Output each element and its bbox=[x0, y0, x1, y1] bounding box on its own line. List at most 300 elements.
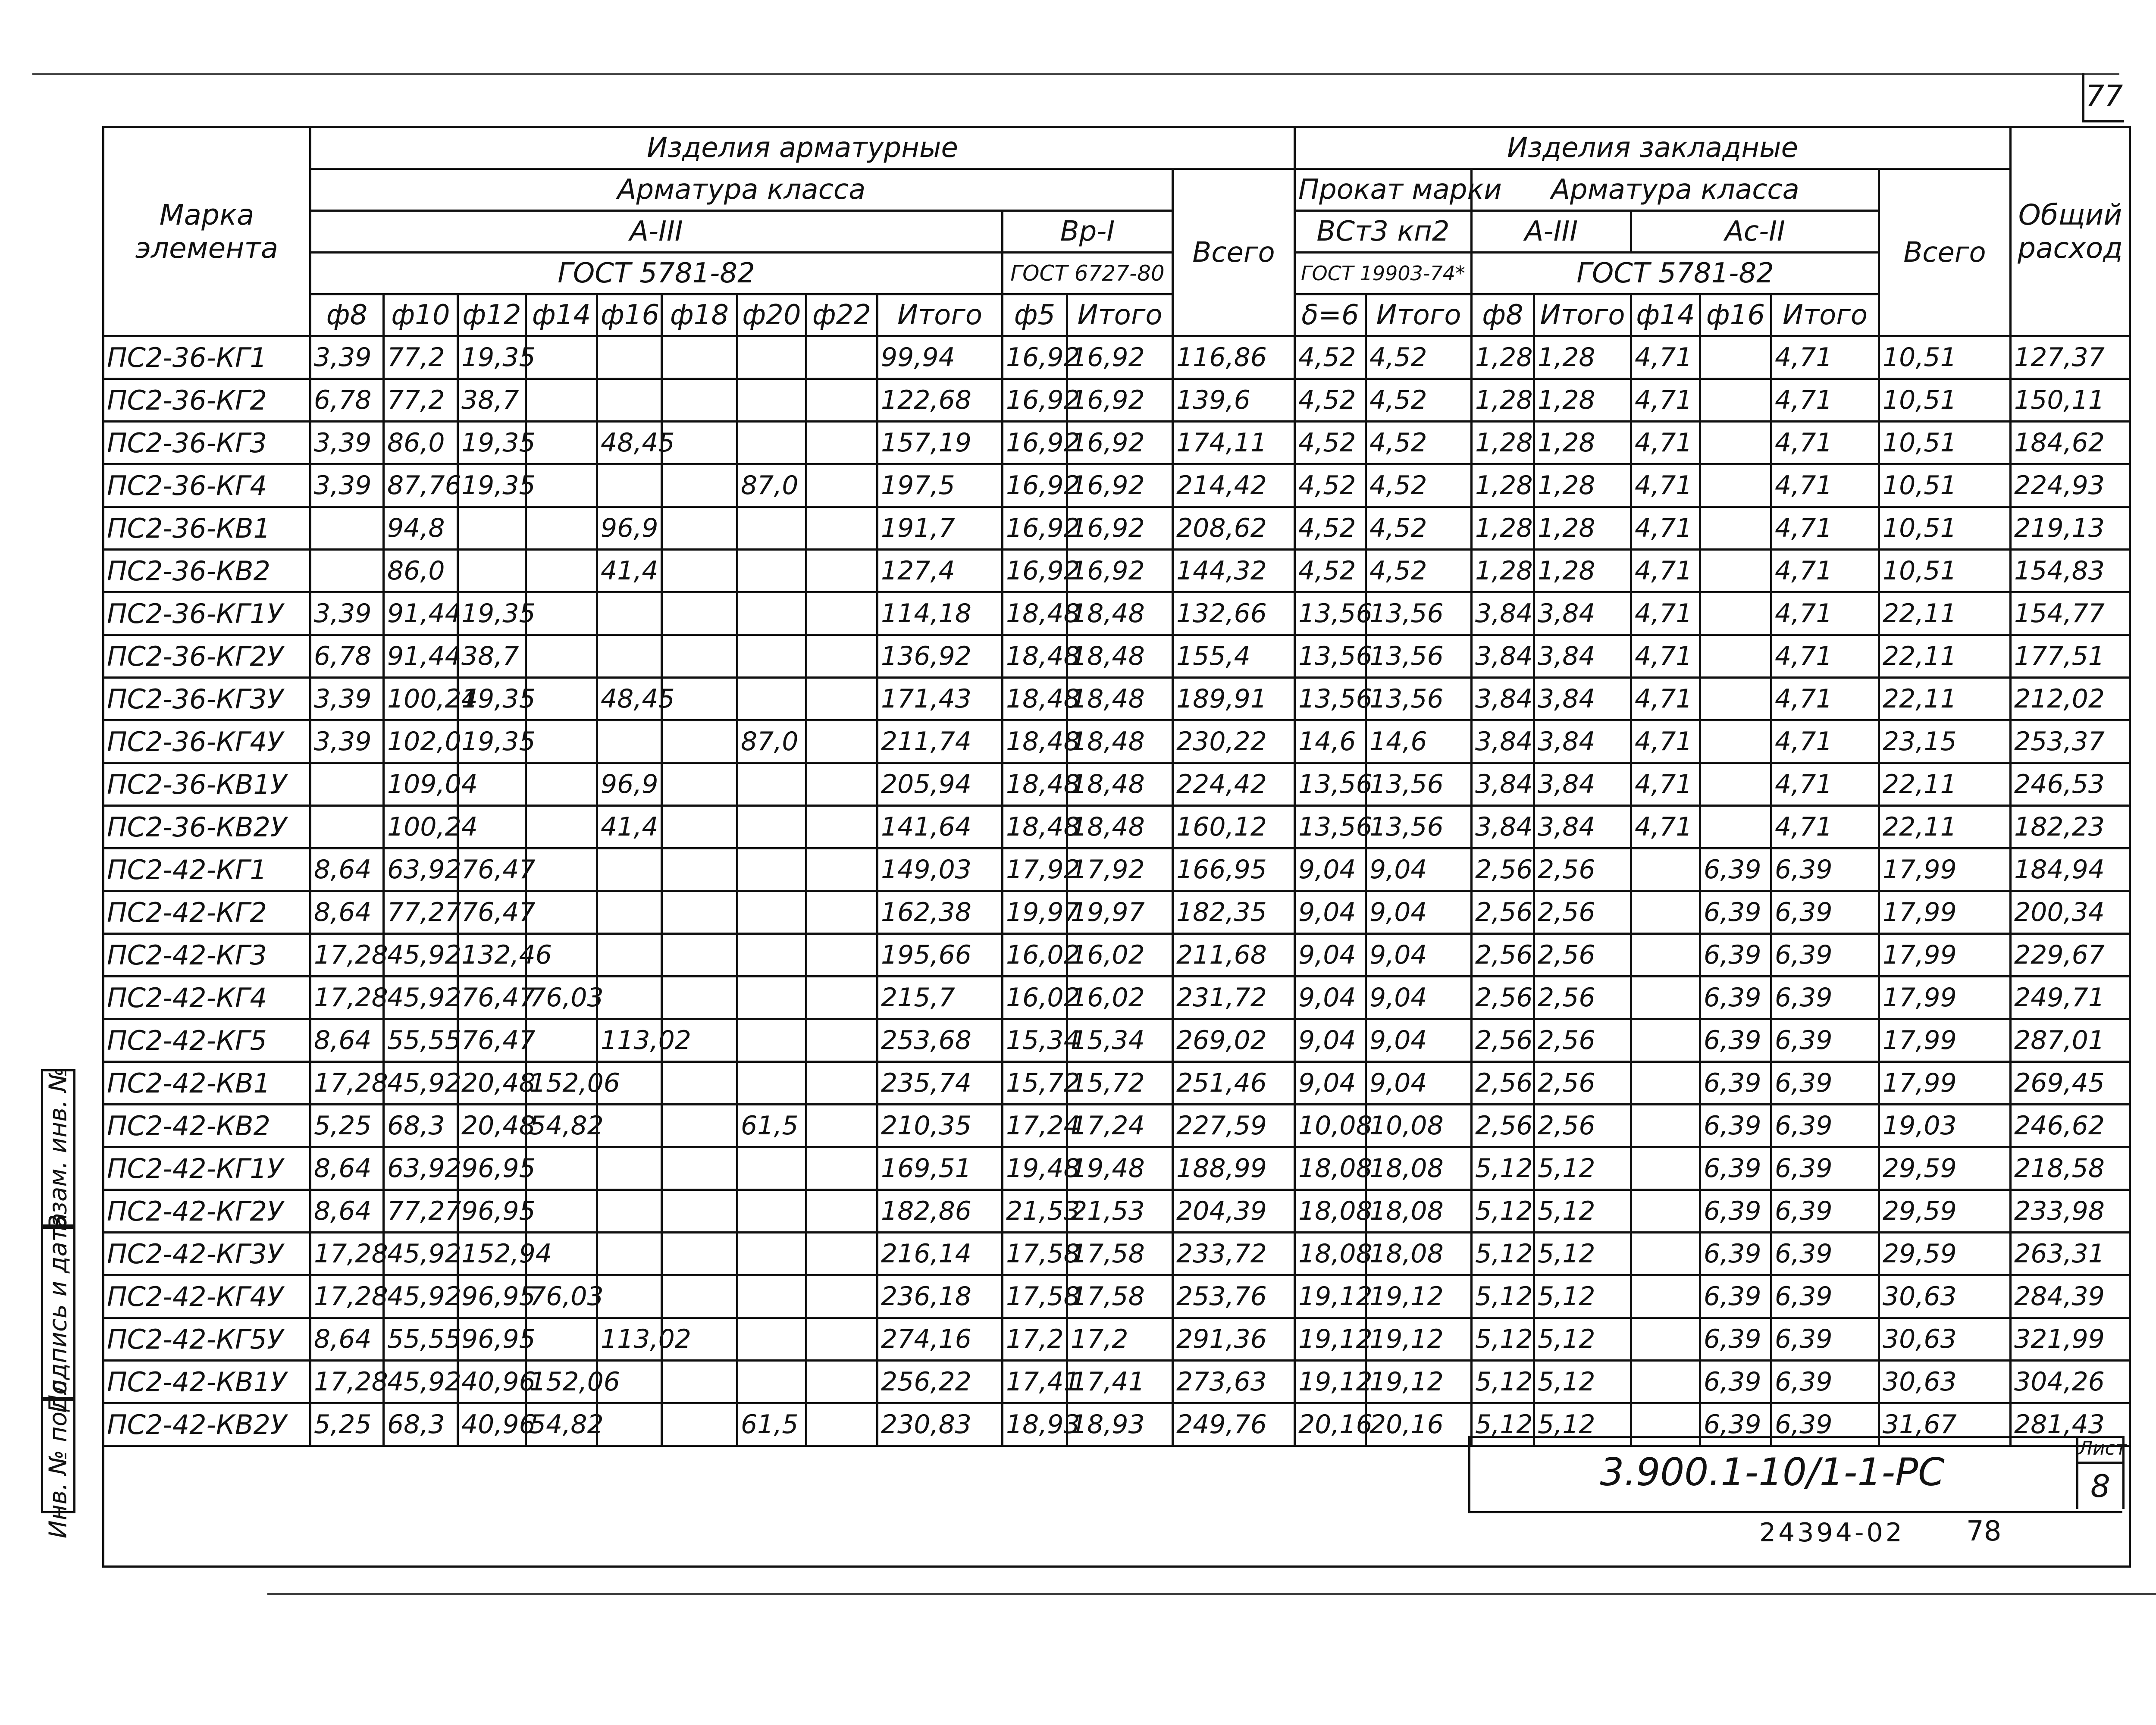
value-cell: 76,47 bbox=[458, 1019, 526, 1062]
value-cell: 45,92 bbox=[384, 1062, 458, 1105]
value-cell bbox=[662, 1105, 737, 1147]
value-cell bbox=[1700, 592, 1771, 635]
value-cell: 214,42 bbox=[1173, 464, 1295, 507]
table-row bbox=[103, 550, 2130, 592]
value-cell: 76,47 bbox=[458, 848, 526, 891]
value-cell: 19,12 bbox=[1295, 1361, 1366, 1403]
value-cell: 6,39 bbox=[1771, 1361, 1879, 1403]
value-cell: 68,3 bbox=[384, 1403, 458, 1446]
value-cell: 45,92 bbox=[384, 977, 458, 1019]
value-cell: 2,56 bbox=[1472, 1019, 1534, 1062]
value-cell: 15,72 bbox=[1003, 1062, 1067, 1105]
value-cell: 160,12 bbox=[1173, 806, 1295, 848]
value-cell: 6,39 bbox=[1771, 1190, 1879, 1233]
value-cell bbox=[1631, 1233, 1700, 1275]
value-cell: 253,37 bbox=[2011, 720, 2130, 763]
element-mark-cell: ПС2-42-КВ1У bbox=[103, 1361, 310, 1403]
col-header: δ=6 bbox=[1295, 294, 1366, 336]
value-cell: 18,08 bbox=[1295, 1147, 1366, 1190]
value-cell: 41,4 bbox=[597, 806, 662, 848]
value-cell: 154,77 bbox=[2011, 592, 2130, 635]
value-cell: 61,5 bbox=[737, 1105, 806, 1147]
value-cell: 40,96 bbox=[458, 1403, 526, 1446]
value-cell bbox=[737, 678, 806, 720]
value-cell: 10,51 bbox=[1879, 550, 2011, 592]
element-mark-cell: ПС2-36-КГ4У bbox=[103, 720, 310, 763]
value-cell bbox=[310, 763, 384, 806]
table-row bbox=[103, 1062, 2130, 1105]
value-cell: 16,92 bbox=[1067, 550, 1173, 592]
table-row bbox=[103, 379, 2130, 422]
value-cell bbox=[597, 977, 662, 1019]
value-cell bbox=[526, 1318, 597, 1361]
value-cell: 19,12 bbox=[1295, 1318, 1366, 1361]
value-cell: 155,4 bbox=[1173, 635, 1295, 678]
value-cell: 17,99 bbox=[1879, 1019, 2011, 1062]
value-cell: 48,45 bbox=[597, 422, 662, 464]
value-cell: 230,83 bbox=[877, 1403, 1003, 1446]
element-mark-cell: ПС2-42-КГ2 bbox=[103, 891, 310, 934]
value-cell bbox=[662, 1403, 737, 1446]
value-cell: 76,47 bbox=[458, 977, 526, 1019]
document-code: 3.900.1-10/1-1-РС bbox=[1600, 1450, 1945, 1494]
value-cell: 17,58 bbox=[1067, 1275, 1173, 1318]
value-cell bbox=[1700, 635, 1771, 678]
value-cell bbox=[806, 379, 877, 422]
value-cell bbox=[597, 379, 662, 422]
value-cell: 9,04 bbox=[1295, 891, 1366, 934]
value-cell bbox=[806, 1233, 877, 1275]
value-cell: 13,56 bbox=[1295, 763, 1366, 806]
value-cell: 91,44 bbox=[384, 592, 458, 635]
value-cell: 20,48 bbox=[458, 1105, 526, 1147]
value-cell: 5,25 bbox=[310, 1403, 384, 1446]
table-row bbox=[103, 422, 2130, 464]
value-cell: 114,18 bbox=[877, 592, 1003, 635]
value-cell: 249,76 bbox=[1173, 1403, 1295, 1446]
value-cell: 99,94 bbox=[877, 336, 1003, 379]
value-cell: 17,58 bbox=[1003, 1233, 1067, 1275]
value-cell: 13,56 bbox=[1366, 678, 1472, 720]
value-cell: 1,28 bbox=[1534, 422, 1631, 464]
value-cell bbox=[1700, 422, 1771, 464]
value-cell: 4,71 bbox=[1771, 763, 1879, 806]
value-cell: 77,27 bbox=[384, 1190, 458, 1233]
element-mark-cell: ПС2-36-КГ3У bbox=[103, 678, 310, 720]
value-cell bbox=[597, 336, 662, 379]
value-cell: 22,11 bbox=[1879, 763, 2011, 806]
value-cell: 6,39 bbox=[1771, 1403, 1879, 1446]
value-cell bbox=[1700, 336, 1771, 379]
value-cell bbox=[806, 464, 877, 507]
value-cell: 4,52 bbox=[1366, 379, 1472, 422]
value-cell bbox=[662, 848, 737, 891]
value-cell: 10,08 bbox=[1366, 1105, 1472, 1147]
header-rolled-gost: ГОСТ 19903-74* bbox=[1295, 253, 1472, 294]
value-cell bbox=[526, 848, 597, 891]
value-cell: 19,12 bbox=[1366, 1275, 1472, 1318]
header-overall: Общий расход bbox=[2011, 127, 2130, 336]
value-cell: 166,95 bbox=[1173, 848, 1295, 891]
value-cell bbox=[1631, 891, 1700, 934]
table-row bbox=[103, 977, 2130, 1019]
value-cell: 6,39 bbox=[1771, 1019, 1879, 1062]
value-cell: 18,48 bbox=[1003, 763, 1067, 806]
value-cell: 149,03 bbox=[877, 848, 1003, 891]
value-cell: 76,47 bbox=[458, 891, 526, 934]
value-cell: 17,99 bbox=[1879, 1062, 2011, 1105]
element-mark-cell: ПС2-36-КГ3 bbox=[103, 422, 310, 464]
value-cell bbox=[662, 464, 737, 507]
value-cell bbox=[737, 635, 806, 678]
value-cell: 208,62 bbox=[1173, 507, 1295, 550]
value-cell: 249,71 bbox=[2011, 977, 2130, 1019]
value-cell: 4,71 bbox=[1771, 592, 1879, 635]
value-cell: 17,99 bbox=[1879, 977, 2011, 1019]
value-cell bbox=[1700, 678, 1771, 720]
archive-page: 78 bbox=[1966, 1515, 2002, 1547]
col-header: ф20 bbox=[737, 294, 806, 336]
col-header: ф14 bbox=[526, 294, 597, 336]
value-cell: 4,71 bbox=[1631, 763, 1700, 806]
value-cell: 94,8 bbox=[384, 507, 458, 550]
value-cell: 19,35 bbox=[458, 592, 526, 635]
header-rolled-steel: ВСт3 кп2 bbox=[1295, 211, 1472, 253]
value-cell bbox=[662, 507, 737, 550]
value-cell: 2,56 bbox=[1472, 891, 1534, 934]
element-mark-cell: ПС2-42-КГ1 bbox=[103, 848, 310, 891]
header-armature-products: Изделия арматурные bbox=[310, 127, 1295, 169]
value-cell bbox=[1631, 1105, 1700, 1147]
value-cell bbox=[1631, 1318, 1700, 1361]
value-cell: 19,12 bbox=[1295, 1275, 1366, 1318]
value-cell: 4,71 bbox=[1771, 379, 1879, 422]
strip-inv-no-label: Инв. № подл. bbox=[44, 1371, 72, 1539]
value-cell: 182,35 bbox=[1173, 891, 1295, 934]
header-total-armature: Всего bbox=[1173, 169, 1295, 336]
value-cell: 144,32 bbox=[1173, 550, 1295, 592]
table-row bbox=[103, 891, 2130, 934]
value-cell: 3,84 bbox=[1472, 635, 1534, 678]
value-cell: 4,52 bbox=[1366, 464, 1472, 507]
value-cell: 76,03 bbox=[526, 1275, 597, 1318]
col-header: Итого bbox=[1366, 294, 1472, 336]
value-cell: 16,92 bbox=[1067, 379, 1173, 422]
value-cell: 13,56 bbox=[1366, 763, 1472, 806]
table-row bbox=[103, 1233, 2130, 1275]
value-cell: 63,92 bbox=[384, 1147, 458, 1190]
value-cell: 13,56 bbox=[1295, 806, 1366, 848]
value-cell: 102,0 bbox=[384, 720, 458, 763]
value-cell bbox=[662, 635, 737, 678]
value-cell: 3,84 bbox=[1472, 592, 1534, 635]
value-cell: 5,12 bbox=[1472, 1361, 1534, 1403]
value-cell: 13,56 bbox=[1366, 592, 1472, 635]
value-cell: 54,82 bbox=[526, 1403, 597, 1446]
value-cell: 19,35 bbox=[458, 422, 526, 464]
value-cell bbox=[806, 1147, 877, 1190]
col-header: ф14 bbox=[1631, 294, 1700, 336]
value-cell: 2,56 bbox=[1472, 934, 1534, 977]
value-cell: 4,71 bbox=[1631, 550, 1700, 592]
value-cell: 45,92 bbox=[384, 1275, 458, 1318]
value-cell bbox=[1631, 1019, 1700, 1062]
value-cell: 18,48 bbox=[1003, 635, 1067, 678]
value-cell: 40,96 bbox=[458, 1361, 526, 1403]
value-cell: 136,92 bbox=[877, 635, 1003, 678]
value-cell: 291,36 bbox=[1173, 1318, 1295, 1361]
table-row bbox=[103, 1275, 2130, 1318]
value-cell: 2,56 bbox=[1534, 977, 1631, 1019]
value-cell: 191,7 bbox=[877, 507, 1003, 550]
value-cell: 188,99 bbox=[1173, 1147, 1295, 1190]
value-cell: 8,64 bbox=[310, 1019, 384, 1062]
value-cell: 77,2 bbox=[384, 336, 458, 379]
sheet-box bbox=[2076, 1436, 2125, 1509]
value-cell: 141,64 bbox=[877, 806, 1003, 848]
value-cell: 216,14 bbox=[877, 1233, 1003, 1275]
value-cell bbox=[597, 1233, 662, 1275]
value-cell bbox=[310, 806, 384, 848]
value-cell bbox=[526, 720, 597, 763]
value-cell: 38,7 bbox=[458, 379, 526, 422]
value-cell bbox=[662, 592, 737, 635]
value-cell: 17,99 bbox=[1879, 848, 2011, 891]
value-cell: 9,04 bbox=[1366, 934, 1472, 977]
value-cell: 29,59 bbox=[1879, 1233, 2011, 1275]
value-cell bbox=[458, 550, 526, 592]
value-cell: 2,56 bbox=[1534, 1105, 1631, 1147]
value-cell: 4,71 bbox=[1631, 379, 1700, 422]
value-cell bbox=[1631, 1190, 1700, 1233]
value-cell bbox=[526, 1019, 597, 1062]
value-cell: 4,71 bbox=[1631, 507, 1700, 550]
value-cell: 21,53 bbox=[1067, 1190, 1173, 1233]
value-cell: 3,39 bbox=[310, 720, 384, 763]
element-mark-cell: ПС2-36-КГ2 bbox=[103, 379, 310, 422]
value-cell bbox=[806, 806, 877, 848]
value-cell: 233,98 bbox=[2011, 1190, 2130, 1233]
value-cell: 4,71 bbox=[1631, 464, 1700, 507]
value-cell: 6,39 bbox=[1700, 1105, 1771, 1147]
value-cell: 45,92 bbox=[384, 934, 458, 977]
value-cell: 4,71 bbox=[1771, 678, 1879, 720]
left-binding-strip bbox=[41, 1067, 110, 1539]
table-row bbox=[103, 1190, 2130, 1233]
value-cell: 4,71 bbox=[1771, 550, 1879, 592]
value-cell: 1,28 bbox=[1472, 336, 1534, 379]
value-cell: 18,48 bbox=[1003, 678, 1067, 720]
value-cell: 17,41 bbox=[1067, 1361, 1173, 1403]
value-cell: 6,39 bbox=[1771, 934, 1879, 977]
value-cell: 96,95 bbox=[458, 1190, 526, 1233]
value-cell: 16,92 bbox=[1003, 336, 1067, 379]
value-cell: 2,56 bbox=[1534, 848, 1631, 891]
value-cell: 263,31 bbox=[2011, 1233, 2130, 1275]
value-cell: 17,58 bbox=[1003, 1275, 1067, 1318]
value-cell bbox=[662, 1275, 737, 1318]
value-cell: 76,03 bbox=[526, 977, 597, 1019]
value-cell: 96,95 bbox=[458, 1275, 526, 1318]
value-cell bbox=[1631, 934, 1700, 977]
sheet-label: Лист bbox=[2078, 1436, 2122, 1464]
value-cell bbox=[737, 1318, 806, 1361]
value-cell: 3,39 bbox=[310, 336, 384, 379]
value-cell bbox=[526, 379, 597, 422]
value-cell: 246,62 bbox=[2011, 1105, 2130, 1147]
value-cell bbox=[597, 1190, 662, 1233]
materials-table bbox=[102, 126, 2131, 1568]
value-cell: 3,84 bbox=[1534, 720, 1631, 763]
value-cell bbox=[662, 1361, 737, 1403]
value-cell: 122,68 bbox=[877, 379, 1003, 422]
value-cell bbox=[737, 379, 806, 422]
value-cell: 4,52 bbox=[1295, 379, 1366, 422]
value-cell: 15,72 bbox=[1067, 1062, 1173, 1105]
col-header: ф16 bbox=[597, 294, 662, 336]
value-cell: 6,39 bbox=[1771, 1062, 1879, 1105]
page-number: 77 bbox=[2082, 73, 2124, 122]
value-cell: 18,08 bbox=[1295, 1233, 1366, 1275]
value-cell: 6,39 bbox=[1700, 1147, 1771, 1190]
top-rule bbox=[32, 73, 2119, 75]
value-cell bbox=[310, 507, 384, 550]
value-cell: 10,51 bbox=[1879, 507, 2011, 550]
value-cell: 3,84 bbox=[1534, 678, 1631, 720]
element-mark-cell: ПС2-36-КВ1 bbox=[103, 507, 310, 550]
value-cell: 20,16 bbox=[1295, 1403, 1366, 1446]
value-cell: 96,9 bbox=[597, 507, 662, 550]
value-cell: 9,04 bbox=[1366, 1062, 1472, 1105]
value-cell: 150,11 bbox=[2011, 379, 2130, 422]
value-cell: 55,55 bbox=[384, 1019, 458, 1062]
header-element-mark: Марка элемента bbox=[103, 127, 310, 336]
value-cell bbox=[737, 934, 806, 977]
value-cell: 18,08 bbox=[1366, 1190, 1472, 1233]
element-mark-cell: ПС2-36-КГ2У bbox=[103, 635, 310, 678]
value-cell bbox=[806, 1190, 877, 1233]
col-header: ф5 bbox=[1003, 294, 1067, 336]
value-cell bbox=[597, 848, 662, 891]
value-cell bbox=[806, 1318, 877, 1361]
value-cell: 22,11 bbox=[1879, 806, 2011, 848]
sheet-number: 8 bbox=[2090, 1468, 2110, 1504]
value-cell bbox=[737, 763, 806, 806]
value-cell bbox=[806, 507, 877, 550]
value-cell bbox=[737, 806, 806, 848]
value-cell: 6,39 bbox=[1771, 977, 1879, 1019]
value-cell bbox=[1631, 977, 1700, 1019]
value-cell: 19,35 bbox=[458, 720, 526, 763]
value-cell: 152,94 bbox=[458, 1233, 526, 1275]
value-cell bbox=[526, 678, 597, 720]
value-cell: 4,52 bbox=[1295, 336, 1366, 379]
value-cell: 18,93 bbox=[1067, 1403, 1173, 1446]
value-cell: 215,7 bbox=[877, 977, 1003, 1019]
header-total-embedded: Всего bbox=[1879, 169, 2011, 336]
value-cell: 10,51 bbox=[1879, 379, 2011, 422]
col-header: ф16 bbox=[1700, 294, 1771, 336]
element-mark-cell: ПС2-42-КГ3 bbox=[103, 934, 310, 977]
value-cell bbox=[662, 891, 737, 934]
value-cell: 8,64 bbox=[310, 891, 384, 934]
value-cell: 4,71 bbox=[1771, 464, 1879, 507]
value-cell bbox=[737, 1019, 806, 1062]
header-class-bp1: Вр-I bbox=[1003, 211, 1173, 253]
value-cell: 30,63 bbox=[1879, 1361, 2011, 1403]
value-cell: 2,56 bbox=[1534, 1019, 1631, 1062]
table-row bbox=[103, 1318, 2130, 1361]
value-cell bbox=[737, 336, 806, 379]
value-cell: 4,71 bbox=[1771, 422, 1879, 464]
value-cell: 17,58 bbox=[1067, 1233, 1173, 1275]
value-cell: 10,51 bbox=[1879, 422, 2011, 464]
value-cell: 9,04 bbox=[1295, 1062, 1366, 1105]
value-cell bbox=[526, 464, 597, 507]
value-cell bbox=[806, 1019, 877, 1062]
value-cell bbox=[1700, 720, 1771, 763]
value-cell: 5,12 bbox=[1472, 1190, 1534, 1233]
value-cell: 16,02 bbox=[1003, 934, 1067, 977]
value-cell bbox=[662, 806, 737, 848]
value-cell bbox=[1700, 806, 1771, 848]
value-cell: 3,39 bbox=[310, 422, 384, 464]
table-row bbox=[103, 1019, 2130, 1062]
value-cell: 17,28 bbox=[310, 1361, 384, 1403]
value-cell: 22,11 bbox=[1879, 592, 2011, 635]
value-cell: 6,39 bbox=[1771, 1233, 1879, 1275]
value-cell: 18,48 bbox=[1003, 806, 1067, 848]
value-cell: 9,04 bbox=[1295, 1019, 1366, 1062]
value-cell: 16,92 bbox=[1003, 507, 1067, 550]
value-cell: 4,71 bbox=[1631, 635, 1700, 678]
value-cell: 18,48 bbox=[1067, 678, 1173, 720]
value-cell bbox=[662, 763, 737, 806]
value-cell: 17,28 bbox=[310, 1233, 384, 1275]
value-cell bbox=[597, 1105, 662, 1147]
value-cell: 5,12 bbox=[1472, 1147, 1534, 1190]
element-mark-cell: ПС2-42-КГ1У bbox=[103, 1147, 310, 1190]
value-cell: 127,4 bbox=[877, 550, 1003, 592]
value-cell: 1,28 bbox=[1534, 550, 1631, 592]
value-cell: 77,27 bbox=[384, 891, 458, 934]
value-cell: 38,7 bbox=[458, 635, 526, 678]
value-cell: 21,53 bbox=[1003, 1190, 1067, 1233]
table-row bbox=[103, 1147, 2130, 1190]
value-cell: 157,19 bbox=[877, 422, 1003, 464]
value-cell: 6,39 bbox=[1700, 1190, 1771, 1233]
value-cell: 269,02 bbox=[1173, 1019, 1295, 1062]
value-cell: 2,56 bbox=[1472, 848, 1534, 891]
value-cell: 6,39 bbox=[1700, 848, 1771, 891]
value-cell bbox=[737, 550, 806, 592]
value-cell bbox=[1700, 507, 1771, 550]
value-cell: 3,84 bbox=[1472, 806, 1534, 848]
value-cell: 2,56 bbox=[1534, 1062, 1631, 1105]
value-cell: 189,91 bbox=[1173, 678, 1295, 720]
value-cell: 17,92 bbox=[1003, 848, 1067, 891]
value-cell bbox=[737, 422, 806, 464]
value-cell: 6,39 bbox=[1771, 891, 1879, 934]
col-header: ф22 bbox=[806, 294, 877, 336]
value-cell: 253,68 bbox=[877, 1019, 1003, 1062]
value-cell: 5,12 bbox=[1472, 1233, 1534, 1275]
value-cell bbox=[662, 934, 737, 977]
value-cell: 152,06 bbox=[526, 1062, 597, 1105]
value-cell: 233,72 bbox=[1173, 1233, 1295, 1275]
value-cell: 20,48 bbox=[458, 1062, 526, 1105]
value-cell: 22,11 bbox=[1879, 678, 2011, 720]
